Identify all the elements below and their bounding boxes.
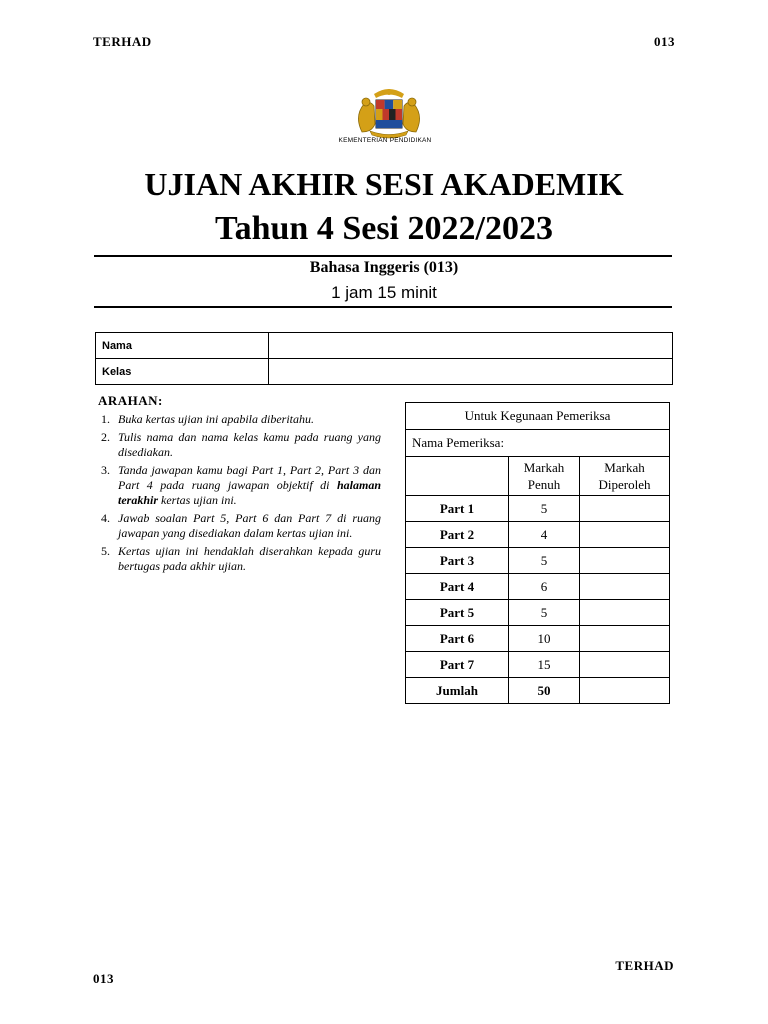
instruction-item [101, 412, 381, 427]
part-label: Part 6 [406, 626, 509, 652]
marks-title-row [406, 403, 670, 430]
obtained-marks-field[interactable] [580, 522, 670, 548]
marks-total-row [406, 678, 670, 704]
instruction-number: 3. [101, 463, 110, 477]
exam-duration: 1 jam 15 minit [331, 283, 437, 302]
marks-column-header-row [406, 457, 670, 496]
obtained-marks-header [580, 457, 670, 496]
instruction-item [101, 430, 381, 460]
part-label: Part 7 [406, 652, 509, 678]
exam-year-session: Tahun 4 Sesi 2022/2023 [215, 210, 553, 247]
marks-row [406, 522, 670, 548]
part-label: Part 4 [406, 574, 509, 600]
instruction-text: kertas ujian ini. [158, 493, 237, 507]
class-label: Kelas [96, 359, 269, 385]
student-info-table [95, 332, 673, 385]
instructions-list [101, 412, 381, 577]
part-label: Part 2 [406, 522, 509, 548]
full-marks-header [509, 457, 580, 496]
instruction-emphasis: halaman terakhir [118, 478, 381, 507]
name-row [96, 333, 673, 359]
instruction-number: 2. [101, 430, 110, 444]
instruction-number: 5. [101, 544, 110, 558]
full-marks-value: 4 [509, 522, 580, 548]
obtained-marks-header-line1: Markah [604, 460, 645, 475]
examiner-name-row [406, 430, 670, 457]
instruction-item [101, 544, 381, 574]
obtained-marks-field[interactable] [580, 600, 670, 626]
obtained-marks-field[interactable] [580, 496, 670, 522]
full-marks-header-line1: Markah [523, 460, 565, 475]
instruction-text: Jawab soalan Part 5, Part 6 dan Part 7 di ruang jawapan yang disediakan dalam kertas ujian ini. [118, 511, 381, 540]
title-divider-bottom [94, 306, 672, 308]
marks-row [406, 574, 670, 600]
classification-bottom: TERHAD [615, 958, 674, 973]
instruction-number: 4. [101, 511, 110, 525]
instruction-text: Tulis nama dan nama kelas kamu pada ruang yang disediakan. [118, 430, 381, 459]
part-label: Part 1 [406, 496, 509, 522]
instruction-text: Kertas ujian ini hendaklah diserahkan kepada guru bertugas pada akhir ujian. [118, 544, 381, 573]
obtained-marks-field[interactable] [580, 548, 670, 574]
total-label: Jumlah [406, 678, 509, 704]
instructions-heading: ARAHAN: [98, 393, 163, 408]
instruction-text: Tanda jawapan kamu bagi Part 1, Part 2, Part 3 dan Part 4 pada ruang jawapan objektif di [118, 463, 381, 492]
total-obtained-field[interactable] [580, 678, 670, 704]
full-marks-value: 5 [509, 548, 580, 574]
examiner-name-label: Nama Pemeriksa: [406, 430, 670, 457]
full-marks-header-line2: Penuh [527, 477, 561, 492]
exam-title: UJIAN AKHIR SESI AKADEMIK [144, 166, 624, 202]
class-field[interactable] [269, 359, 673, 385]
marks-row [406, 548, 670, 574]
full-marks-value: 15 [509, 652, 580, 678]
title-divider-top [94, 255, 672, 257]
classification-top: TERHAD [93, 34, 152, 49]
subject-title: Bahasa Inggeris (013) [309, 259, 459, 276]
marks-row [406, 652, 670, 678]
full-marks-value: 6 [509, 574, 580, 600]
examiner-marks-table [405, 402, 670, 704]
class-row [96, 359, 673, 385]
obtained-marks-header-line2: Diperoleh [598, 477, 651, 492]
part-label: Part 3 [406, 548, 509, 574]
name-label: Nama [96, 333, 269, 359]
marks-row [406, 496, 670, 522]
instruction-item [101, 463, 381, 508]
total-full-marks: 50 [509, 678, 580, 704]
marks-header-blank [406, 457, 509, 496]
paper-code-bottom: 013 [93, 971, 114, 986]
obtained-marks-field[interactable] [580, 626, 670, 652]
ministry-caption: KEMENTERIAN PENDIDIKAN [338, 137, 432, 144]
name-field[interactable] [269, 333, 673, 359]
full-marks-value: 10 [509, 626, 580, 652]
part-label: Part 5 [406, 600, 509, 626]
marks-table-title: Untuk Kegunaan Pemeriksa [406, 403, 670, 430]
marks-row [406, 600, 670, 626]
full-marks-value: 5 [509, 600, 580, 626]
marks-row [406, 626, 670, 652]
instruction-number: 1. [101, 412, 110, 426]
obtained-marks-field[interactable] [580, 574, 670, 600]
instruction-text: Buka kertas ujian ini apabila diberitahu. [118, 412, 314, 426]
full-marks-value: 5 [509, 496, 580, 522]
obtained-marks-field[interactable] [580, 652, 670, 678]
instruction-item [101, 511, 381, 541]
paper-code-top: 013 [654, 34, 675, 49]
